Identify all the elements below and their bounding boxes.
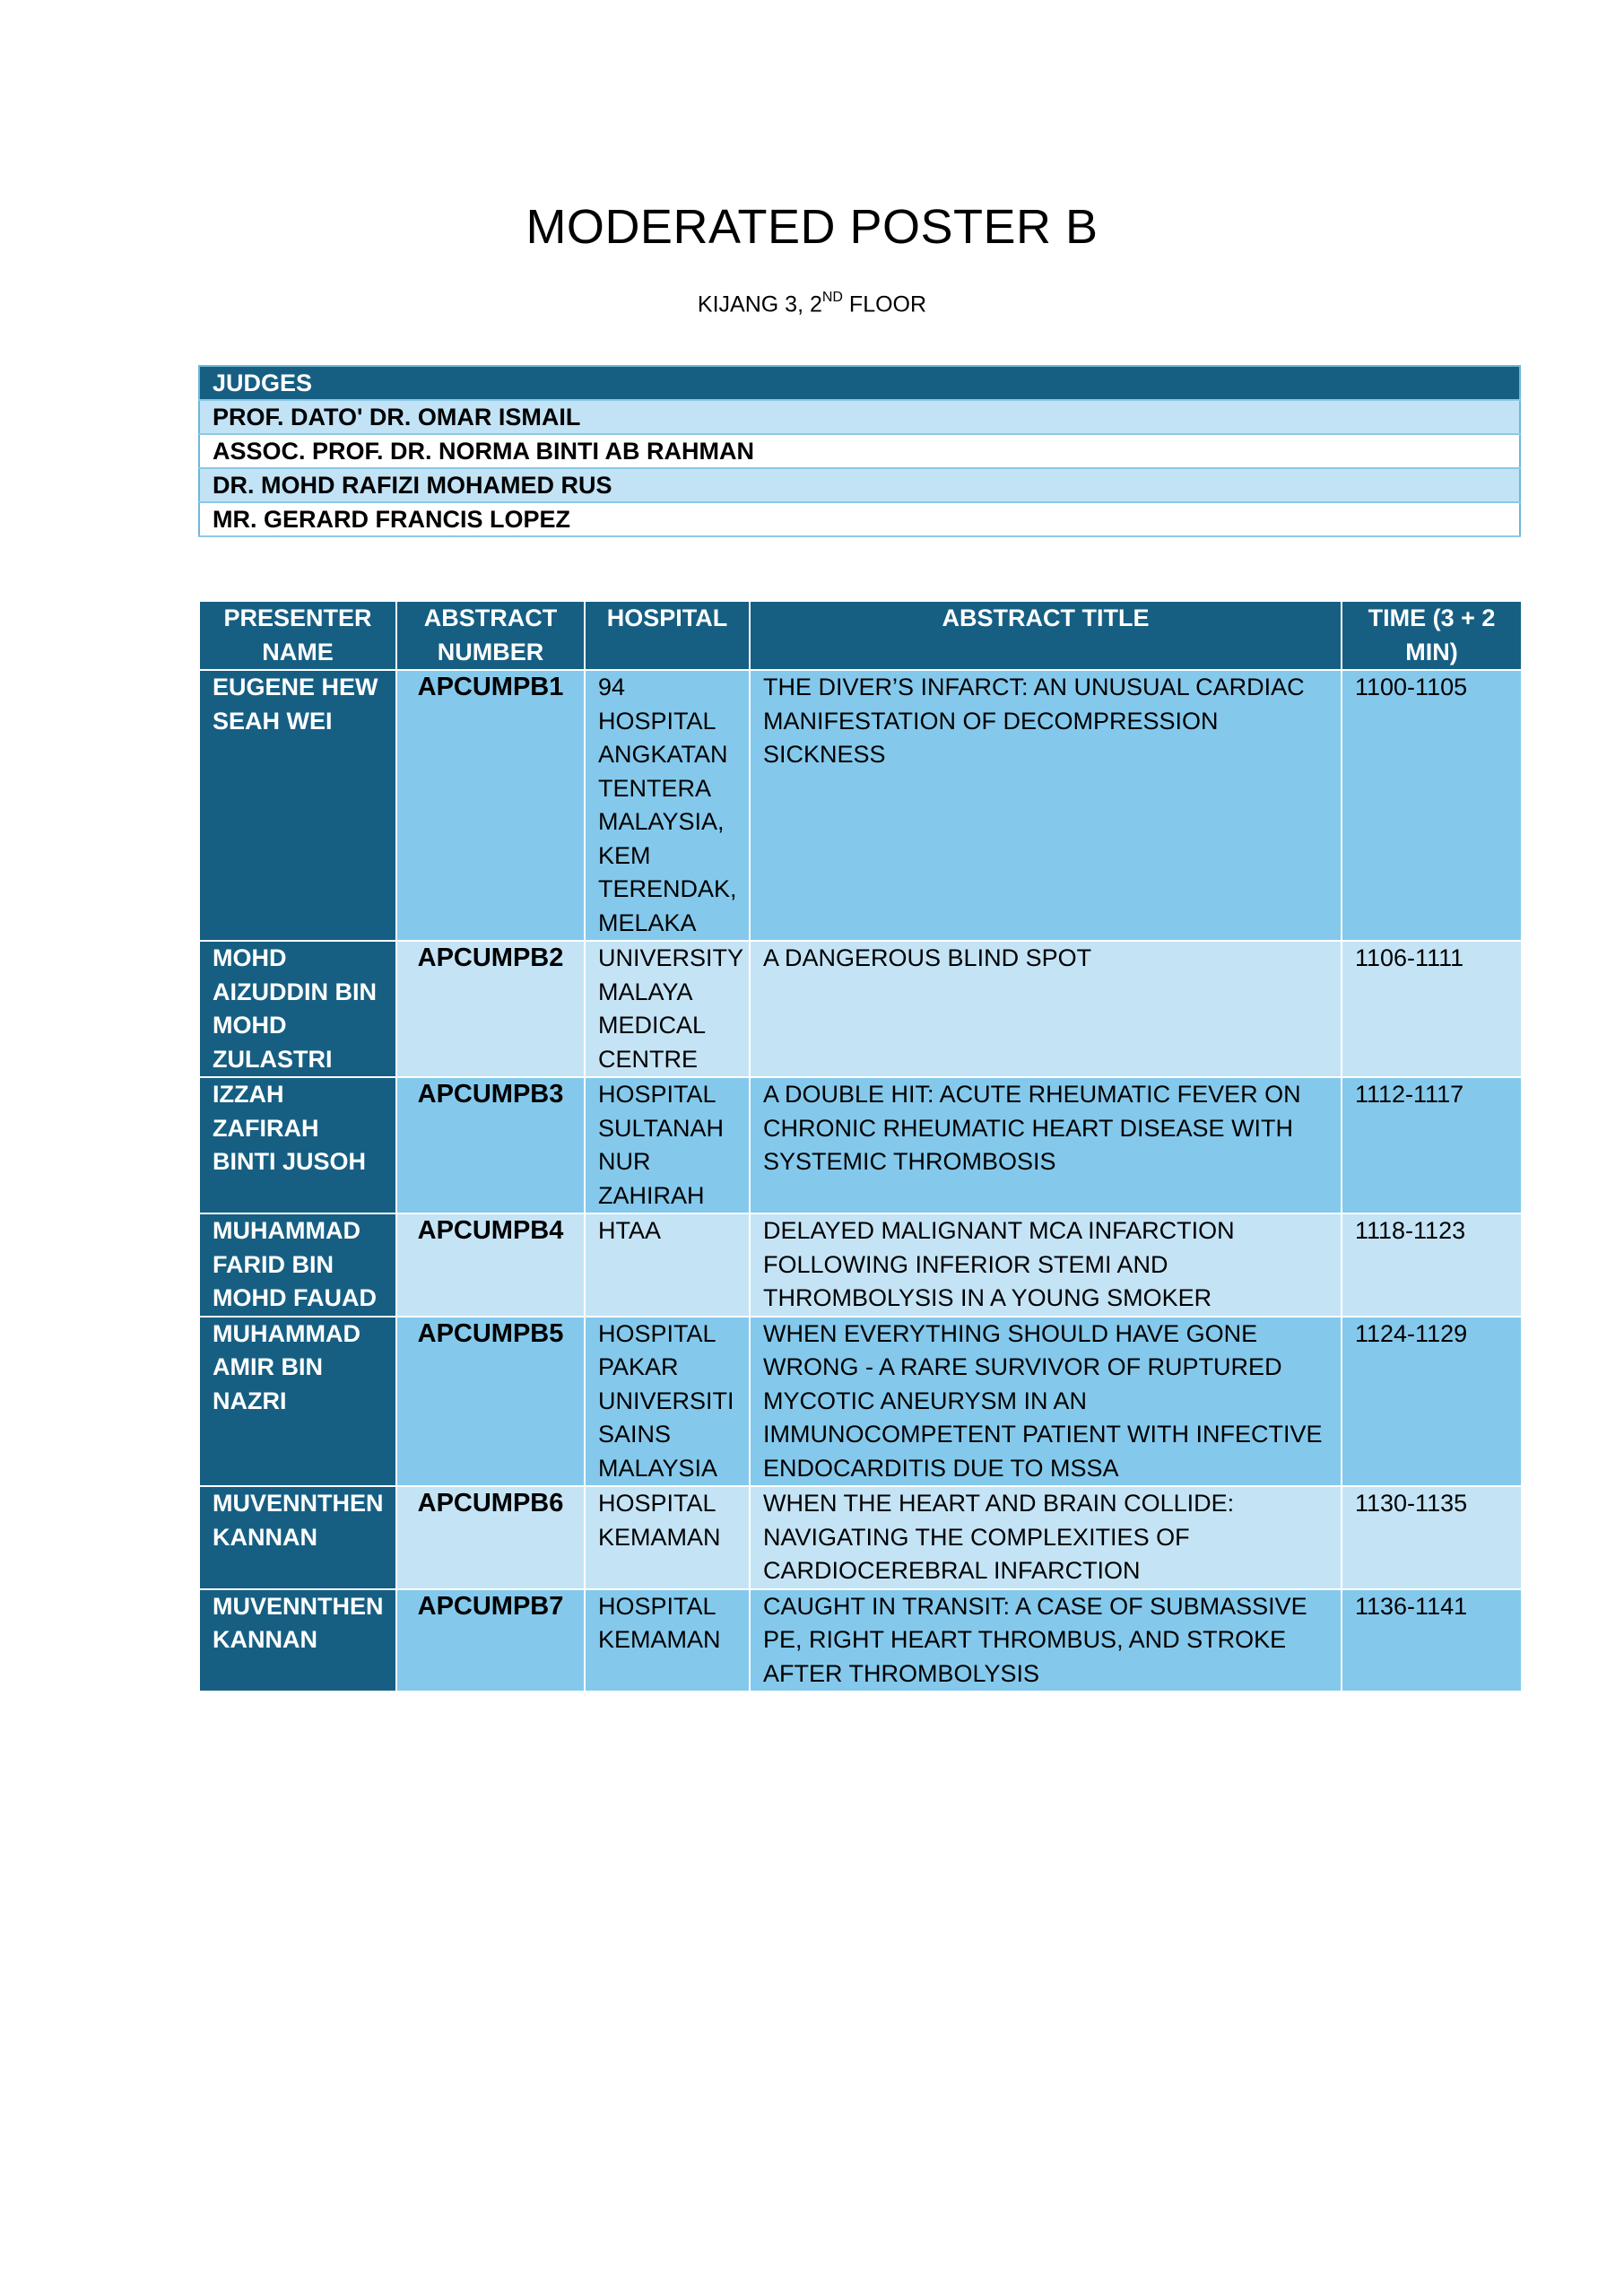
- hospital-name: 94 HOSPITAL ANGKATAN TENTERA MALAYSIA, KEM TERENDAK, MELAKA: [585, 670, 750, 941]
- hospital-name: UNIVERSITY MALAYA MEDICAL CENTRE: [585, 941, 750, 1077]
- table-row: [199, 1213, 1522, 1317]
- presenter-name: MUVENNTHEN KANNAN: [199, 1589, 396, 1692]
- judge-name: PROF. DATO' DR. OMAR ISMAIL: [199, 400, 1520, 434]
- presenter-name: MOHD AIZUDDIN BIN MOHD ZULASTRI: [199, 941, 396, 1077]
- judges-table: [198, 365, 1521, 537]
- presenter-name: MUHAMMAD FARID BIN MOHD FAUAD: [199, 1213, 396, 1317]
- abstract-title: WHEN EVERYTHING SHOULD HAVE GONE WRONG - A RARE SURVIVOR OF RUPTURED MYCOTIC ANEURYSM IN AN IMMUNOCOMPETENT PATIENT WITH INFECTIVE ENDOCARDITIS DUE TO MSSA: [750, 1317, 1342, 1487]
- venue-suffix: FLOOR: [842, 291, 927, 317]
- table-row: [199, 1317, 1522, 1487]
- abstract-number: APCUMPB7: [396, 1589, 585, 1692]
- hospital-name: HOSPITAL KEMAMAN: [585, 1486, 750, 1589]
- judge-row: [199, 468, 1520, 502]
- table-row: [199, 1486, 1522, 1589]
- abstract-title: A DOUBLE HIT: ACUTE RHEUMATIC FEVER ON CHRONIC RHEUMATIC HEART DISEASE WITH SYSTEMIC THROMBOSIS: [750, 1077, 1342, 1213]
- venue-superscript: ND: [821, 290, 843, 305]
- time-slot: 1112-1117: [1342, 1077, 1522, 1213]
- schedule-header-row: [199, 601, 1522, 670]
- judge-row: [199, 400, 1520, 434]
- judge-row: [199, 502, 1520, 536]
- abstract-number: APCUMPB6: [396, 1486, 585, 1589]
- time-slot: 1118-1123: [1342, 1213, 1522, 1317]
- judges-heading: JUDGES: [199, 366, 1520, 400]
- presenter-name: MUVENNTHEN KANNAN: [199, 1486, 396, 1589]
- time-slot: 1136-1141: [1342, 1589, 1522, 1692]
- abstract-title: DELAYED MALIGNANT MCA INFARCTION FOLLOWING INFERIOR STEMI AND THROMBOLYSIS IN A YOUNG SMOKER: [750, 1213, 1342, 1317]
- time-slot: 1100-1105: [1342, 670, 1522, 941]
- table-row: [199, 670, 1522, 941]
- header-abstract-title: ABSTRACT TITLE: [750, 601, 1342, 670]
- judge-name: ASSOC. PROF. DR. NORMA BINTI AB RAHMAN: [199, 434, 1520, 468]
- judges-header-row: [199, 366, 1520, 400]
- table-row: [199, 941, 1522, 1077]
- header-presenter-name: PRESENTER NAME: [199, 601, 396, 670]
- header-hospital: HOSPITAL: [585, 601, 750, 670]
- abstract-title: A DANGEROUS BLIND SPOT: [750, 941, 1342, 1077]
- header-abstract-number: ABSTRACT NUMBER: [396, 601, 585, 670]
- table-row: [199, 1077, 1522, 1213]
- presenter-name: MUHAMMAD AMIR BIN NAZRI: [199, 1317, 396, 1487]
- hospital-name: HOSPITAL SULTANAH NUR ZAHIRAH: [585, 1077, 750, 1213]
- abstract-number: APCUMPB5: [396, 1317, 585, 1487]
- abstract-number: APCUMPB2: [396, 941, 585, 1077]
- presenter-name: IZZAH ZAFIRAH BINTI JUSOH: [199, 1077, 396, 1213]
- abstract-number: APCUMPB4: [396, 1213, 585, 1317]
- abstract-title: WHEN THE HEART AND BRAIN COLLIDE: NAVIGATING THE COMPLEXITIES OF CARDIOCEREBRAL INFARCTION: [750, 1486, 1342, 1589]
- judge-name: MR. GERARD FRANCIS LOPEZ: [199, 502, 1520, 536]
- hospital-name: HOSPITAL PAKAR UNIVERSITI SAINS MALAYSIA: [585, 1317, 750, 1487]
- judge-name: DR. MOHD RAFIZI MOHAMED RUS: [199, 468, 1520, 502]
- hospital-name: HTAA: [585, 1213, 750, 1317]
- abstract-title: CAUGHT IN TRANSIT: A CASE OF SUBMASSIVE PE, RIGHT HEART THROMBUS, AND STROKE AFTER THROMBOLYSIS: [750, 1589, 1342, 1692]
- header-time: TIME (3 + 2 MIN): [1342, 601, 1522, 670]
- table-row: [199, 1589, 1522, 1692]
- venue-prefix: KIJANG 3, 2: [697, 291, 822, 317]
- time-slot: 1106-1111: [1342, 941, 1522, 1077]
- page-title: MODERATED POSTER B: [525, 200, 1099, 254]
- time-slot: 1124-1129: [1342, 1317, 1522, 1487]
- venue-subtitle: [0, 291, 1624, 317]
- time-slot: 1130-1135: [1342, 1486, 1522, 1589]
- hospital-name: HOSPITAL KEMAMAN: [585, 1589, 750, 1692]
- abstract-number: APCUMPB1: [396, 670, 585, 941]
- abstract-title: THE DIVER’S INFARCT: AN UNUSUAL CARDIAC MANIFESTATION OF DECOMPRESSION SICKNESS: [750, 670, 1342, 941]
- schedule-table: [198, 600, 1523, 1692]
- presenter-name: EUGENE HEW SEAH WEI: [199, 670, 396, 941]
- judge-row: [199, 434, 1520, 468]
- abstract-number: APCUMPB3: [396, 1077, 585, 1213]
